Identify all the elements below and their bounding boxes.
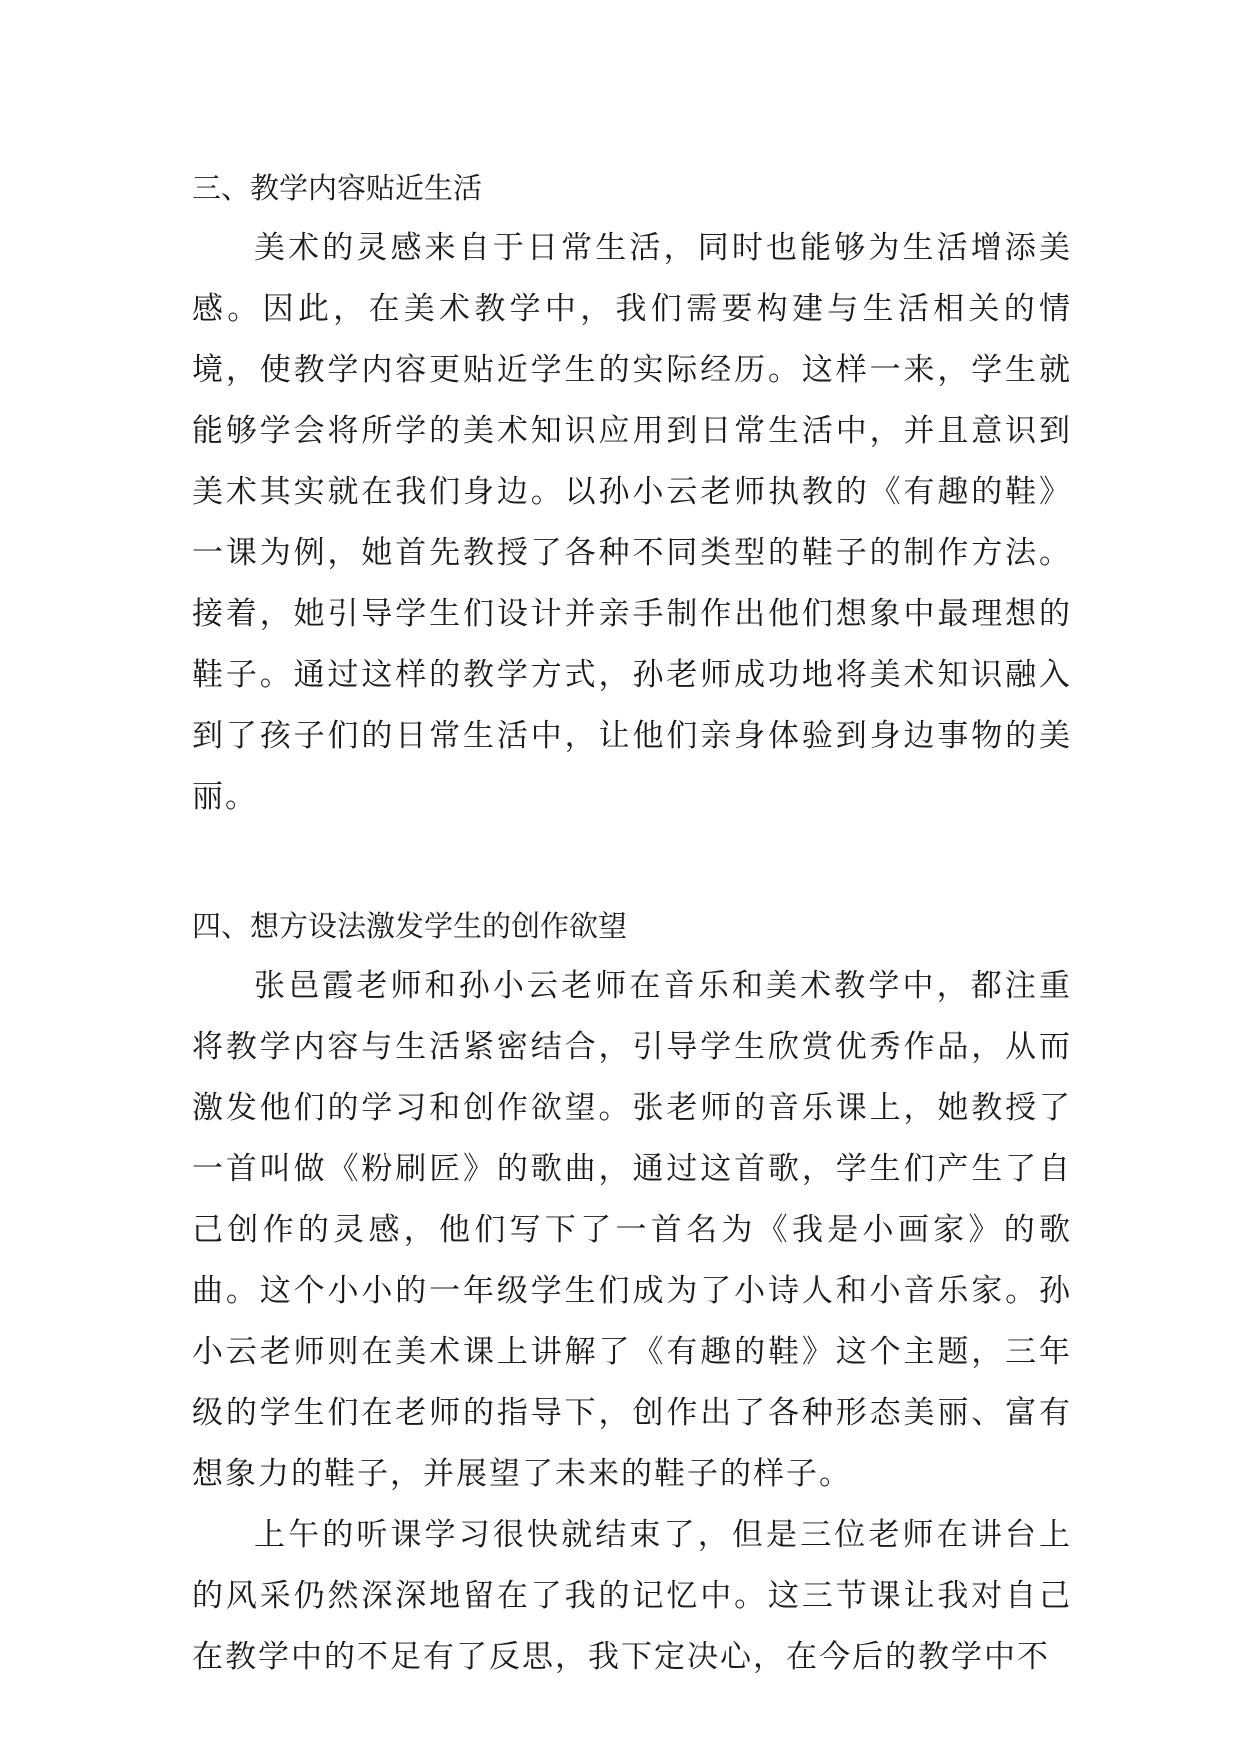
section-teaching-content bbox=[192, 158, 1072, 828]
section-heading: 三、教学内容贴近生活 bbox=[192, 171, 483, 205]
section-spacer bbox=[192, 828, 1072, 896]
document-body bbox=[192, 158, 1072, 1688]
section-creative-desire bbox=[192, 896, 1072, 1688]
body-paragraph: 上午的听课学习很快就结束了，但是三位老师在讲台上的风采仍然深深地留在了我的记忆中。这三节课让我对自己在教学中的不足有了反思，我下定决心，在今后的教学中不 bbox=[192, 1517, 1072, 1675]
body-paragraph: 张邑霞老师和孙小云老师在音乐和美术教学中，都注重将教学内容与生活紧密结合，引导学生欣赏优秀作品，从而激发他们的学习和创作欲望。张老师的音乐课上，她教授了一首叫做《粉刷匠》的歌曲，通过这首歌，学生们产生了自己创作的灵感，他们写下了一首名为《我是小画家》的歌曲。这个小小的一年级学生们成为了小诗人和小音乐家。孙小云老师则在美术课上讲解了《有趣的鞋》这个主题，三年级的学生们在老师的指导下，创作出了各种形态美丽、富有想象力的鞋子，并展望了未来的鞋子的样子。 bbox=[192, 968, 1072, 1492]
section-heading: 四、想方设法激发学生的创作欲望 bbox=[192, 909, 628, 943]
body-paragraph: 美术的灵感来自于日常生活，同时也能够为生活增添美感。因此，在美术教学中，我们需要构建与生活相关的情境，使教学内容更贴近学生的实际经历。这样一来，学生就能够学会将所学的美术知识应用到日常生活中，并且意识到美术其实就在我们身边。以孙小云老师执教的《有趣的鞋》一课为例，她首先教授了各种不同类型的鞋子的制作方法。接着，她引导学生们设计并亲手制作出他们想象中最理想的鞋子。通过这样的教学方式，孙老师成功地将美术知识融入到了孩子们的日常生活中，让他们亲身体验到身边事物的美丽。 bbox=[192, 230, 1072, 815]
